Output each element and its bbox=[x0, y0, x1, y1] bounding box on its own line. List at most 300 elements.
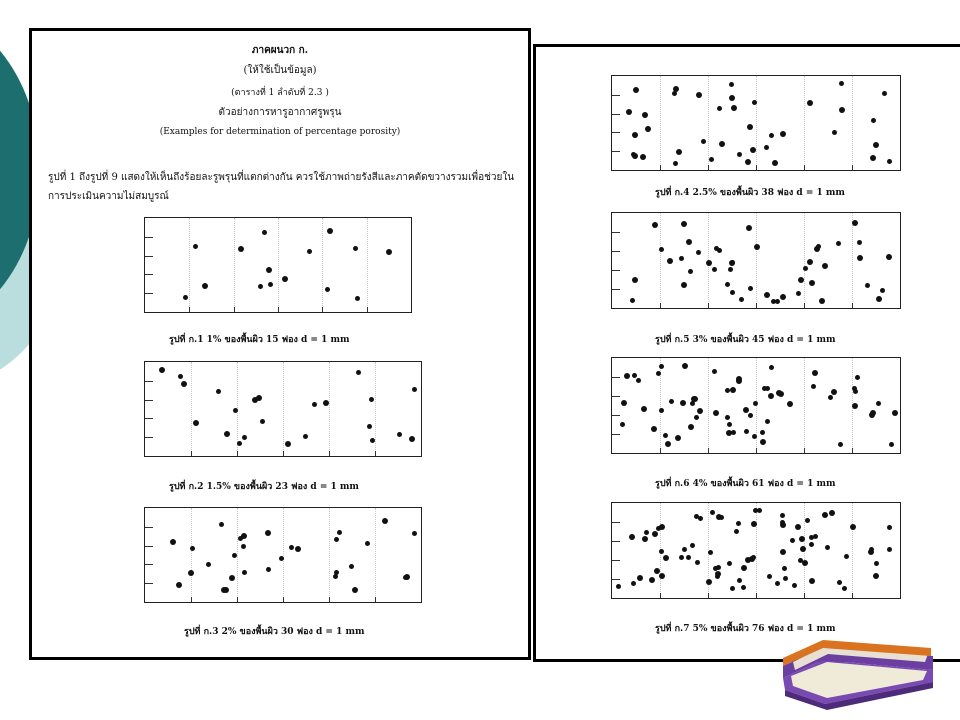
figure-7-caption: รูปที่ ก.7 5% ของพื้นผิว 76 ฟอง d = 1 mm bbox=[655, 624, 836, 634]
porosity-bubble bbox=[780, 513, 785, 518]
porosity-bubble bbox=[663, 433, 668, 438]
porosity-bubble bbox=[260, 419, 265, 424]
figure-4-caption: รูปที่ ก.4 2.5% ของพื้นผิว 38 ฟอง d = 1 mm bbox=[655, 188, 845, 198]
porosity-bubble bbox=[633, 87, 639, 93]
axis-tick bbox=[191, 451, 192, 456]
appendix-heading: ภาคผนวก ก. bbox=[251, 45, 309, 56]
porosity-bubble bbox=[690, 543, 695, 548]
porosity-bubble bbox=[765, 419, 770, 424]
porosity-bubble bbox=[206, 562, 211, 567]
porosity-bubble bbox=[764, 292, 770, 298]
axis-tick bbox=[375, 451, 376, 456]
porosity-bubble bbox=[873, 573, 879, 579]
porosity-bubble bbox=[822, 512, 828, 518]
porosity-bubble bbox=[739, 297, 744, 302]
axis-tick bbox=[145, 583, 153, 584]
porosity-bubble bbox=[717, 106, 722, 111]
porosity-bubble bbox=[282, 276, 288, 282]
porosity-bubble bbox=[744, 429, 749, 434]
porosity-bubble bbox=[752, 434, 757, 439]
axis-tick bbox=[756, 448, 757, 453]
axis-tick bbox=[329, 597, 330, 602]
porosity-bubble bbox=[819, 298, 825, 304]
porosity-bubble bbox=[675, 435, 681, 441]
porosity-bubble bbox=[695, 560, 700, 565]
porosity-bubble bbox=[295, 546, 301, 552]
porosity-bubble bbox=[799, 536, 805, 542]
porosity-bubble bbox=[642, 112, 648, 118]
grid-line bbox=[852, 213, 853, 308]
axis-tick bbox=[189, 307, 190, 312]
axis-tick bbox=[329, 451, 330, 456]
porosity-bubble bbox=[772, 160, 778, 166]
porosity-bubble bbox=[855, 375, 860, 380]
porosity-bubble bbox=[729, 260, 735, 266]
porosity-bubble bbox=[241, 533, 247, 539]
axis-tick bbox=[660, 448, 661, 453]
porosity-bubble bbox=[746, 225, 752, 231]
axis-tick bbox=[234, 307, 235, 312]
porosity-bubble bbox=[681, 282, 687, 288]
porosity-bubble bbox=[869, 547, 874, 552]
porosity-figure-4 bbox=[611, 75, 901, 171]
porosity-bubble bbox=[631, 581, 636, 586]
porosity-bubble bbox=[870, 155, 876, 161]
porosity-bubble bbox=[725, 282, 730, 287]
table-reference: (ตารางที่ 1 ลำดับที่ 2.3 ) bbox=[231, 88, 329, 98]
porosity-bubble bbox=[367, 424, 372, 429]
porosity-bubble bbox=[630, 298, 635, 303]
porosity-bubble bbox=[842, 586, 847, 591]
porosity-bubble bbox=[857, 240, 862, 245]
axis-tick bbox=[145, 546, 153, 547]
intro-paragraph: รูปที่ 1 ถึงรูปที่ 9 แสดงให้เห็นถึงร้อยละรูพรุนที่แตกต่างกัน ควรใช้ภาพถ่ายรังสีและภาคตัดขวางรวมเพื่อช่วยในการประเมินความไม่สมบูรณ์ bbox=[48, 172, 515, 202]
porosity-bubble bbox=[237, 441, 242, 446]
grid-line bbox=[708, 358, 709, 453]
porosity-bubble bbox=[676, 149, 682, 155]
grid-line bbox=[660, 76, 661, 170]
porosity-bubble bbox=[727, 561, 732, 566]
axis-tick bbox=[852, 593, 853, 598]
porosity-bubble bbox=[356, 370, 361, 375]
porosity-bubble bbox=[333, 574, 338, 579]
porosity-bubble bbox=[681, 221, 687, 227]
porosity-bubble bbox=[694, 415, 699, 420]
porosity-bubble bbox=[636, 378, 641, 383]
figure-6-caption: รูปที่ ก.6 4% ของพื้นผิว 61 ฟอง d = 1 mm bbox=[655, 479, 836, 489]
porosity-bubble bbox=[737, 152, 742, 157]
porosity-bubble bbox=[812, 370, 818, 376]
axis-tick bbox=[145, 293, 153, 294]
porosity-bubble bbox=[729, 82, 734, 87]
porosity-bubble bbox=[809, 578, 815, 584]
figure-3-caption: รูปที่ ก.3 2% ของพื้นผิว 30 ฟอง d = 1 mm bbox=[184, 627, 365, 637]
porosity-bubble bbox=[404, 574, 410, 580]
porosity-figure-2 bbox=[144, 361, 422, 457]
porosity-bubble bbox=[737, 578, 742, 583]
porosity-bubble bbox=[659, 408, 664, 413]
porosity-bubble bbox=[219, 522, 224, 527]
porosity-bubble bbox=[626, 109, 632, 115]
porosity-bubble bbox=[412, 387, 417, 392]
porosity-bubble bbox=[874, 561, 879, 566]
porosity-bubble bbox=[266, 567, 271, 572]
porosity-bubble bbox=[780, 549, 786, 555]
books-icon bbox=[783, 640, 943, 710]
axis-tick bbox=[322, 307, 323, 312]
grid-line bbox=[756, 213, 757, 308]
porosity-bubble bbox=[782, 566, 787, 571]
porosity-bubble bbox=[170, 539, 176, 545]
porosity-bubble bbox=[412, 531, 417, 536]
porosity-bubble bbox=[682, 547, 687, 552]
porosity-bubble bbox=[183, 295, 188, 300]
axis-tick bbox=[660, 303, 661, 308]
porosity-bubble bbox=[651, 426, 657, 432]
axis-tick bbox=[283, 451, 284, 456]
porosity-bubble bbox=[663, 555, 669, 561]
porosity-bubble bbox=[669, 399, 674, 404]
porosity-bubble bbox=[717, 248, 722, 253]
axis-tick bbox=[278, 307, 279, 312]
porosity-bubble bbox=[727, 422, 732, 427]
porosity-bubble bbox=[795, 524, 801, 530]
porosity-bubble bbox=[697, 408, 703, 414]
porosity-bubble bbox=[751, 555, 756, 560]
porosity-bubble bbox=[741, 565, 747, 571]
porosity-bubble bbox=[710, 510, 715, 515]
porosity-bubble bbox=[729, 95, 735, 101]
axis-tick bbox=[191, 597, 192, 602]
grid-line bbox=[852, 503, 853, 598]
porosity-figure-7 bbox=[611, 502, 901, 599]
porosity-bubble bbox=[649, 577, 655, 583]
porosity-bubble bbox=[730, 387, 736, 393]
axis-tick bbox=[612, 415, 620, 416]
figure-2-caption: รูปที่ ก.2 1.5% ของพื้นผิว 23 ฟอง d = 1 mm bbox=[169, 482, 359, 492]
axis-tick bbox=[804, 303, 805, 308]
grid-line bbox=[708, 76, 709, 170]
grid-line bbox=[804, 76, 805, 170]
porosity-bubble bbox=[736, 378, 742, 384]
porosity-bubble bbox=[632, 153, 638, 159]
grid-line bbox=[852, 76, 853, 170]
axis-tick bbox=[612, 270, 620, 271]
axis-tick bbox=[708, 593, 709, 598]
porosity-bubble bbox=[876, 296, 882, 302]
axis-tick bbox=[612, 95, 620, 96]
porosity-bubble bbox=[748, 413, 753, 418]
porosity-bubble bbox=[327, 228, 333, 234]
porosity-bubble bbox=[355, 296, 360, 301]
porosity-bubble bbox=[857, 255, 863, 261]
porosity-bubble bbox=[809, 542, 814, 547]
porosity-bubble bbox=[802, 560, 808, 566]
porosity-bubble bbox=[719, 141, 725, 147]
porosity-bubble bbox=[844, 554, 849, 559]
porosity-bubble bbox=[807, 259, 813, 265]
porosity-bubble bbox=[352, 587, 358, 593]
porosity-bubble bbox=[892, 410, 898, 416]
porosity-bubble bbox=[667, 258, 673, 264]
porosity-bubble bbox=[790, 538, 795, 543]
axis-tick bbox=[145, 256, 153, 257]
figure-5-caption: รูปที่ ก.5 3% ของพื้นผิว 45 ฟอง d = 1 mm bbox=[655, 335, 836, 345]
axis-tick bbox=[237, 597, 238, 602]
porosity-bubble bbox=[265, 530, 271, 536]
axis-tick bbox=[660, 593, 661, 598]
porosity-bubble bbox=[871, 118, 876, 123]
porosity-bubble bbox=[887, 159, 892, 164]
axis-tick bbox=[145, 274, 153, 275]
porosity-bubble bbox=[242, 570, 247, 575]
porosity-bubble bbox=[688, 424, 694, 430]
porosity-bubble bbox=[629, 534, 635, 540]
axis-tick bbox=[756, 303, 757, 308]
porosity-bubble bbox=[349, 564, 354, 569]
porosity-bubble bbox=[233, 408, 238, 413]
grid-line bbox=[756, 76, 757, 170]
axis-tick bbox=[237, 451, 238, 456]
grid-line bbox=[191, 362, 192, 456]
porosity-bubble bbox=[796, 291, 801, 296]
porosity-bubble bbox=[706, 579, 712, 585]
axis-tick bbox=[612, 434, 620, 435]
porosity-bubble bbox=[757, 508, 762, 513]
porosity-bubble bbox=[365, 541, 370, 546]
axis-tick bbox=[660, 165, 661, 170]
porosity-bubble bbox=[289, 545, 294, 550]
porosity-bubble bbox=[307, 249, 312, 254]
porosity-bubble bbox=[889, 442, 894, 447]
porosity-bubble bbox=[382, 518, 388, 524]
porosity-bubble bbox=[809, 280, 815, 286]
porosity-bubble bbox=[686, 239, 692, 245]
porosity-bubble bbox=[193, 244, 198, 249]
porosity-bubble bbox=[747, 124, 753, 130]
porosity-bubble bbox=[745, 557, 751, 563]
porosity-bubble bbox=[659, 573, 665, 579]
porosity-bubble bbox=[870, 410, 876, 416]
axis-tick bbox=[612, 377, 620, 378]
grid-line bbox=[191, 508, 192, 602]
porosity-bubble bbox=[303, 434, 308, 439]
porosity-bubble bbox=[654, 568, 660, 574]
axis-tick bbox=[804, 165, 805, 170]
porosity-bubble bbox=[725, 388, 730, 393]
grid-line bbox=[329, 508, 330, 602]
porosity-bubble bbox=[682, 363, 688, 369]
porosity-bubble bbox=[873, 142, 879, 148]
porosity-figure-1 bbox=[144, 217, 412, 313]
porosity-bubble bbox=[656, 371, 661, 376]
porosity-bubble bbox=[241, 544, 246, 549]
grid-line bbox=[237, 508, 238, 602]
axis-tick bbox=[612, 522, 620, 523]
porosity-bubble bbox=[312, 402, 317, 407]
porosity-bubble bbox=[229, 575, 235, 581]
porosity-bubble bbox=[769, 133, 774, 138]
porosity-bubble bbox=[882, 91, 887, 96]
porosity-bubble bbox=[839, 107, 845, 113]
axis-tick bbox=[612, 396, 620, 397]
porosity-bubble bbox=[865, 283, 870, 288]
grid-line bbox=[804, 358, 805, 453]
axis-tick bbox=[145, 527, 153, 528]
porosity-bubble bbox=[716, 514, 722, 520]
porosity-bubble bbox=[876, 401, 881, 406]
porosity-bubble bbox=[730, 290, 735, 295]
grid-line bbox=[322, 218, 323, 312]
porosity-bubble bbox=[641, 406, 647, 412]
porosity-bubble bbox=[698, 516, 703, 521]
axis-tick bbox=[145, 237, 153, 238]
porosity-bubble bbox=[725, 415, 730, 420]
title-thai: ตัวอย่างการหารูอากาศรูพรุน bbox=[218, 107, 342, 118]
porosity-bubble bbox=[780, 520, 785, 525]
porosity-bubble bbox=[828, 395, 833, 400]
axis-tick bbox=[756, 165, 757, 170]
porosity-bubble bbox=[760, 430, 765, 435]
porosity-bubble bbox=[734, 529, 739, 534]
axis-tick bbox=[145, 381, 153, 382]
document-page-left bbox=[29, 28, 531, 660]
porosity-bubble bbox=[224, 431, 230, 437]
porosity-bubble bbox=[238, 246, 244, 252]
porosity-bubble bbox=[836, 241, 841, 246]
porosity-bubble bbox=[754, 244, 760, 250]
porosity-bubble bbox=[645, 126, 651, 132]
porosity-bubble bbox=[767, 574, 772, 579]
porosity-bubble bbox=[887, 525, 892, 530]
porosity-bubble bbox=[616, 584, 621, 589]
porosity-bubble bbox=[780, 131, 786, 137]
porosity-bubble bbox=[258, 284, 263, 289]
grid-line bbox=[283, 362, 284, 456]
porosity-bubble bbox=[640, 154, 646, 160]
porosity-bubble bbox=[811, 384, 816, 389]
axis-tick bbox=[852, 303, 853, 308]
axis-tick bbox=[612, 114, 620, 115]
porosity-bubble bbox=[202, 283, 208, 289]
porosity-bubble bbox=[337, 530, 342, 535]
grid-line bbox=[804, 213, 805, 308]
document-page-right bbox=[533, 44, 960, 662]
porosity-bubble bbox=[852, 403, 858, 409]
porosity-bubble bbox=[686, 555, 691, 560]
porosity-bubble bbox=[748, 286, 753, 291]
porosity-bubble bbox=[679, 555, 684, 560]
porosity-bubble bbox=[193, 420, 199, 426]
porosity-bubble bbox=[232, 553, 237, 558]
porosity-bubble bbox=[159, 367, 165, 373]
axis-tick bbox=[145, 418, 153, 419]
porosity-bubble bbox=[743, 407, 749, 413]
grid-line bbox=[375, 508, 376, 602]
axis-tick bbox=[708, 448, 709, 453]
porosity-bubble bbox=[323, 400, 329, 406]
porosity-bubble bbox=[659, 549, 664, 554]
axis-tick bbox=[612, 132, 620, 133]
porosity-bubble bbox=[325, 287, 330, 292]
porosity-bubble bbox=[886, 254, 892, 260]
porosity-bubble bbox=[370, 438, 375, 443]
porosity-bubble bbox=[813, 534, 818, 539]
grid-line bbox=[660, 213, 661, 308]
porosity-bubble bbox=[652, 531, 658, 537]
porosity-bubble bbox=[334, 537, 339, 542]
porosity-bubble bbox=[768, 393, 774, 399]
axis-tick bbox=[708, 303, 709, 308]
grid-line bbox=[189, 218, 190, 312]
porosity-bubble bbox=[178, 374, 183, 379]
porosity-bubble bbox=[620, 422, 625, 427]
porosity-bubble bbox=[829, 510, 835, 516]
porosity-bubble bbox=[750, 147, 756, 153]
porosity-bubble bbox=[673, 161, 678, 166]
porosity-bubble bbox=[822, 263, 828, 269]
porosity-bubble bbox=[268, 282, 273, 287]
porosity-bubble bbox=[780, 294, 786, 300]
porosity-bubble bbox=[778, 391, 784, 397]
axis-tick bbox=[145, 564, 153, 565]
porosity-bubble bbox=[760, 439, 766, 445]
porosity-bubble bbox=[803, 266, 808, 271]
porosity-bubble bbox=[787, 401, 793, 407]
porosity-bubble bbox=[190, 546, 195, 551]
porosity-bubble bbox=[656, 526, 661, 531]
grid-line bbox=[375, 362, 376, 456]
axis-tick bbox=[145, 437, 153, 438]
porosity-bubble bbox=[216, 389, 221, 394]
porosity-bubble bbox=[637, 575, 643, 581]
porosity-bubble bbox=[805, 518, 810, 523]
porosity-bubble bbox=[632, 132, 638, 138]
axis-tick bbox=[612, 289, 620, 290]
porosity-bubble bbox=[279, 556, 284, 561]
porosity-bubble bbox=[709, 157, 714, 162]
porosity-bubble bbox=[887, 547, 892, 552]
porosity-bubble bbox=[838, 442, 843, 447]
porosity-bubble bbox=[783, 576, 788, 581]
porosity-bubble bbox=[745, 159, 751, 165]
porosity-bubble bbox=[642, 536, 648, 542]
porosity-bubble bbox=[775, 581, 780, 586]
porosity-bubble bbox=[832, 130, 837, 135]
axis-tick bbox=[375, 597, 376, 602]
porosity-bubble bbox=[741, 585, 746, 590]
porosity-bubble bbox=[825, 545, 830, 550]
porosity-bubble bbox=[679, 256, 684, 261]
axis-tick bbox=[367, 307, 368, 312]
axis-tick bbox=[612, 151, 620, 152]
porosity-bubble bbox=[850, 524, 856, 530]
porosity-bubble bbox=[256, 395, 262, 401]
porosity-bubble bbox=[665, 441, 671, 447]
porosity-bubble bbox=[712, 369, 717, 374]
porosity-bubble bbox=[680, 400, 686, 406]
porosity-bubble bbox=[800, 546, 806, 552]
porosity-bubble bbox=[696, 92, 702, 98]
porosity-bubble bbox=[769, 365, 774, 370]
appendix-subheading: (ให้ใช้เป็นข้อมูล) bbox=[243, 65, 317, 76]
porosity-bubble bbox=[690, 401, 695, 406]
porosity-bubble bbox=[397, 432, 402, 437]
axis-tick bbox=[852, 448, 853, 453]
porosity-bubble bbox=[752, 100, 757, 105]
porosity-bubble bbox=[816, 244, 821, 249]
porosity-bubble bbox=[621, 400, 627, 406]
